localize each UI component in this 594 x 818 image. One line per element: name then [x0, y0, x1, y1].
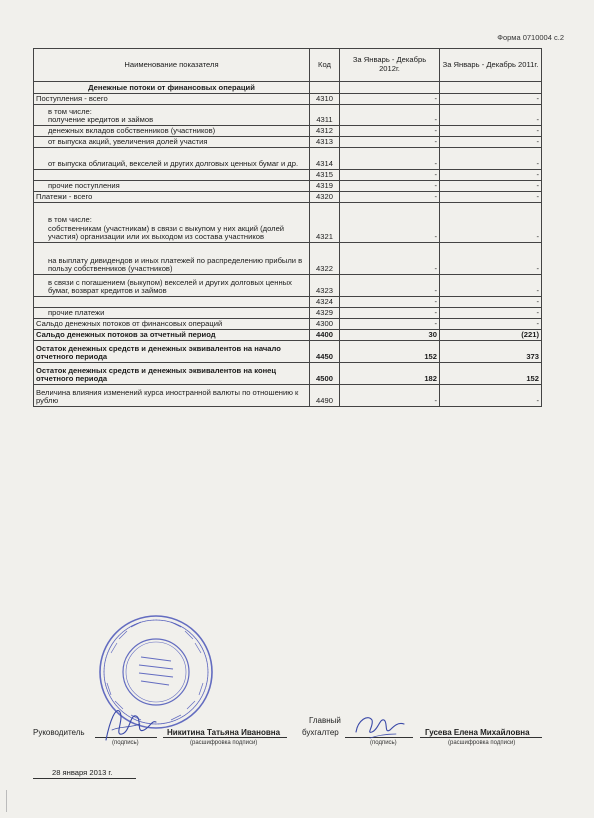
row-code: 4324 [310, 297, 340, 308]
row-value-previous: - [440, 192, 542, 203]
table-row [34, 330, 542, 341]
row-value-previous: - [440, 203, 542, 243]
row-code: 4450 [310, 341, 340, 363]
row-value-current: - [340, 385, 440, 407]
row-name: Остаток денежных средств и денежных эквивалентов на начало отчетного периода [34, 341, 310, 363]
header-period-previous: За Январь - Декабрь 2011г. [440, 49, 542, 82]
row-code: 4490 [310, 385, 340, 407]
row-value-current: 30 [340, 330, 440, 341]
table-row [34, 341, 542, 363]
row-value-previous: - [440, 297, 542, 308]
row-code: 4500 [310, 363, 340, 385]
row-value-current: - [340, 181, 440, 192]
row-value-current: - [340, 170, 440, 181]
row-value-previous: 152 [440, 363, 542, 385]
row-name: от выпуска облигаций, векселей и других долговых ценных бумаг и др. [34, 148, 310, 170]
row-value-current: - [340, 319, 440, 330]
row-code: 4312 [310, 126, 340, 137]
table-row [34, 203, 542, 243]
row-name: в связи с погашением (выкупом) векселей и других долговых ценных бумаг, возврат кредитов и займов [34, 275, 310, 297]
row-value-previous: (221) [440, 330, 542, 341]
row-code: 4320 [310, 192, 340, 203]
row-value-current: - [340, 192, 440, 203]
row-code: 4313 [310, 137, 340, 148]
row-code: 4321 [310, 203, 340, 243]
row-value-current: - [340, 308, 440, 319]
table-row [34, 297, 542, 308]
table-row [34, 363, 542, 385]
row-value-previous: - [440, 137, 542, 148]
head-name: Никитина Татьяна Ивановна [167, 728, 281, 737]
row-name: Поступления - всего [34, 94, 310, 105]
row-name: Сальдо денежных потоков за отчетный период [34, 330, 310, 341]
row-value-current: - [340, 94, 440, 105]
row-value-previous [440, 82, 542, 94]
header-name: Наименование показателя [34, 49, 310, 82]
table-row [34, 385, 542, 407]
table-row [34, 94, 542, 105]
row-value-current: - [340, 126, 440, 137]
row-value-previous: - [440, 243, 542, 275]
row-value-previous: - [440, 148, 542, 170]
head-name-caption: (расшифровка подписи) [190, 740, 258, 746]
row-value-previous: - [440, 308, 542, 319]
row-name: в том числе: получение кредитов и займов [34, 105, 310, 126]
header-code: Код [310, 49, 340, 82]
row-name: Сальдо денежных потоков от финансовых операций [34, 319, 310, 330]
table-row [34, 170, 542, 181]
head-label: Руководитель [33, 728, 85, 737]
date-line [33, 778, 136, 779]
row-value-current: - [340, 297, 440, 308]
row-value-previous: - [440, 385, 542, 407]
row-value-previous: - [440, 181, 542, 192]
accountant-name-caption: (расшифровка подписи) [448, 740, 516, 746]
report-date: 28 января 2013 г. [52, 768, 113, 777]
head-name-line [163, 737, 287, 738]
accountant-sign-caption: (подпись) [370, 740, 397, 746]
row-code: 4322 [310, 243, 340, 275]
head-signature [100, 700, 160, 744]
row-value-current: - [340, 243, 440, 275]
row-name: Платежи - всего [34, 192, 310, 203]
row-value-previous: - [440, 105, 542, 126]
accountant-name-line [420, 737, 542, 738]
row-value-current [340, 82, 440, 94]
row-name: от выпуска акций, увеличения долей участия [34, 137, 310, 148]
row-name: прочие поступления [34, 181, 310, 192]
row-code [310, 82, 340, 94]
row-value-current: - [340, 148, 440, 170]
row-code: 4311 [310, 105, 340, 126]
table-row [34, 319, 542, 330]
row-value-current: - [340, 203, 440, 243]
row-value-current: - [340, 105, 440, 126]
table-row [34, 243, 542, 275]
row-code: 4300 [310, 319, 340, 330]
form-code: Форма 0710004 с.2 [497, 33, 564, 42]
row-value-previous: - [440, 94, 542, 105]
table-body [34, 82, 542, 407]
row-value-current: 182 [340, 363, 440, 385]
row-value-current: - [340, 137, 440, 148]
accountant-label-1: Главный [309, 716, 341, 725]
row-code: 4319 [310, 181, 340, 192]
row-name: Денежные потоки от финансовых операций [34, 82, 310, 94]
table-header-row [34, 49, 542, 82]
row-name [34, 297, 310, 308]
table-row [34, 126, 542, 137]
row-name: в том числе: собственникам (участникам) в связи с выкупом у них акций (долей участия) организации или их выходом из состава участников [34, 203, 310, 243]
accountant-signature [352, 708, 408, 742]
table-row [34, 308, 542, 319]
header-period-current: За Январь - Декабрь 2012г. [340, 49, 440, 82]
row-name: денежных вкладов собственников (участников) [34, 126, 310, 137]
row-name: прочие платежи [34, 308, 310, 319]
row-value-previous: 373 [440, 341, 542, 363]
row-code: 4310 [310, 94, 340, 105]
row-code: 4314 [310, 148, 340, 170]
head-sign-caption: (подпись) [112, 740, 139, 746]
table-row [34, 275, 542, 297]
row-name [34, 170, 310, 181]
row-value-previous: - [440, 170, 542, 181]
row-name: на выплату дивидендов и иных платежей по распределению прибыли в пользу собственников (участников) [34, 243, 310, 275]
row-value-previous: - [440, 126, 542, 137]
table-row [34, 148, 542, 170]
row-name: Остаток денежных средств и денежных эквивалентов на конец отчетного периода [34, 363, 310, 385]
row-value-previous: - [440, 275, 542, 297]
table-row [34, 82, 542, 94]
row-value-current: - [340, 275, 440, 297]
scan-edge-mark [6, 790, 13, 812]
cash-flow-table [33, 48, 542, 407]
row-code: 4315 [310, 170, 340, 181]
row-code: 4400 [310, 330, 340, 341]
row-value-current: 152 [340, 341, 440, 363]
accountant-name: Гусева Елена Михайловна [425, 728, 530, 737]
accountant-label-2: бухгалтер [302, 728, 339, 737]
row-value-previous: - [440, 319, 542, 330]
table-row [34, 137, 542, 148]
row-code: 4323 [310, 275, 340, 297]
row-name: Величина влияния изменений курса иностранной валюты по отношению к рублю [34, 385, 310, 407]
table-row [34, 181, 542, 192]
row-code: 4329 [310, 308, 340, 319]
table-row [34, 105, 542, 126]
table-row [34, 192, 542, 203]
